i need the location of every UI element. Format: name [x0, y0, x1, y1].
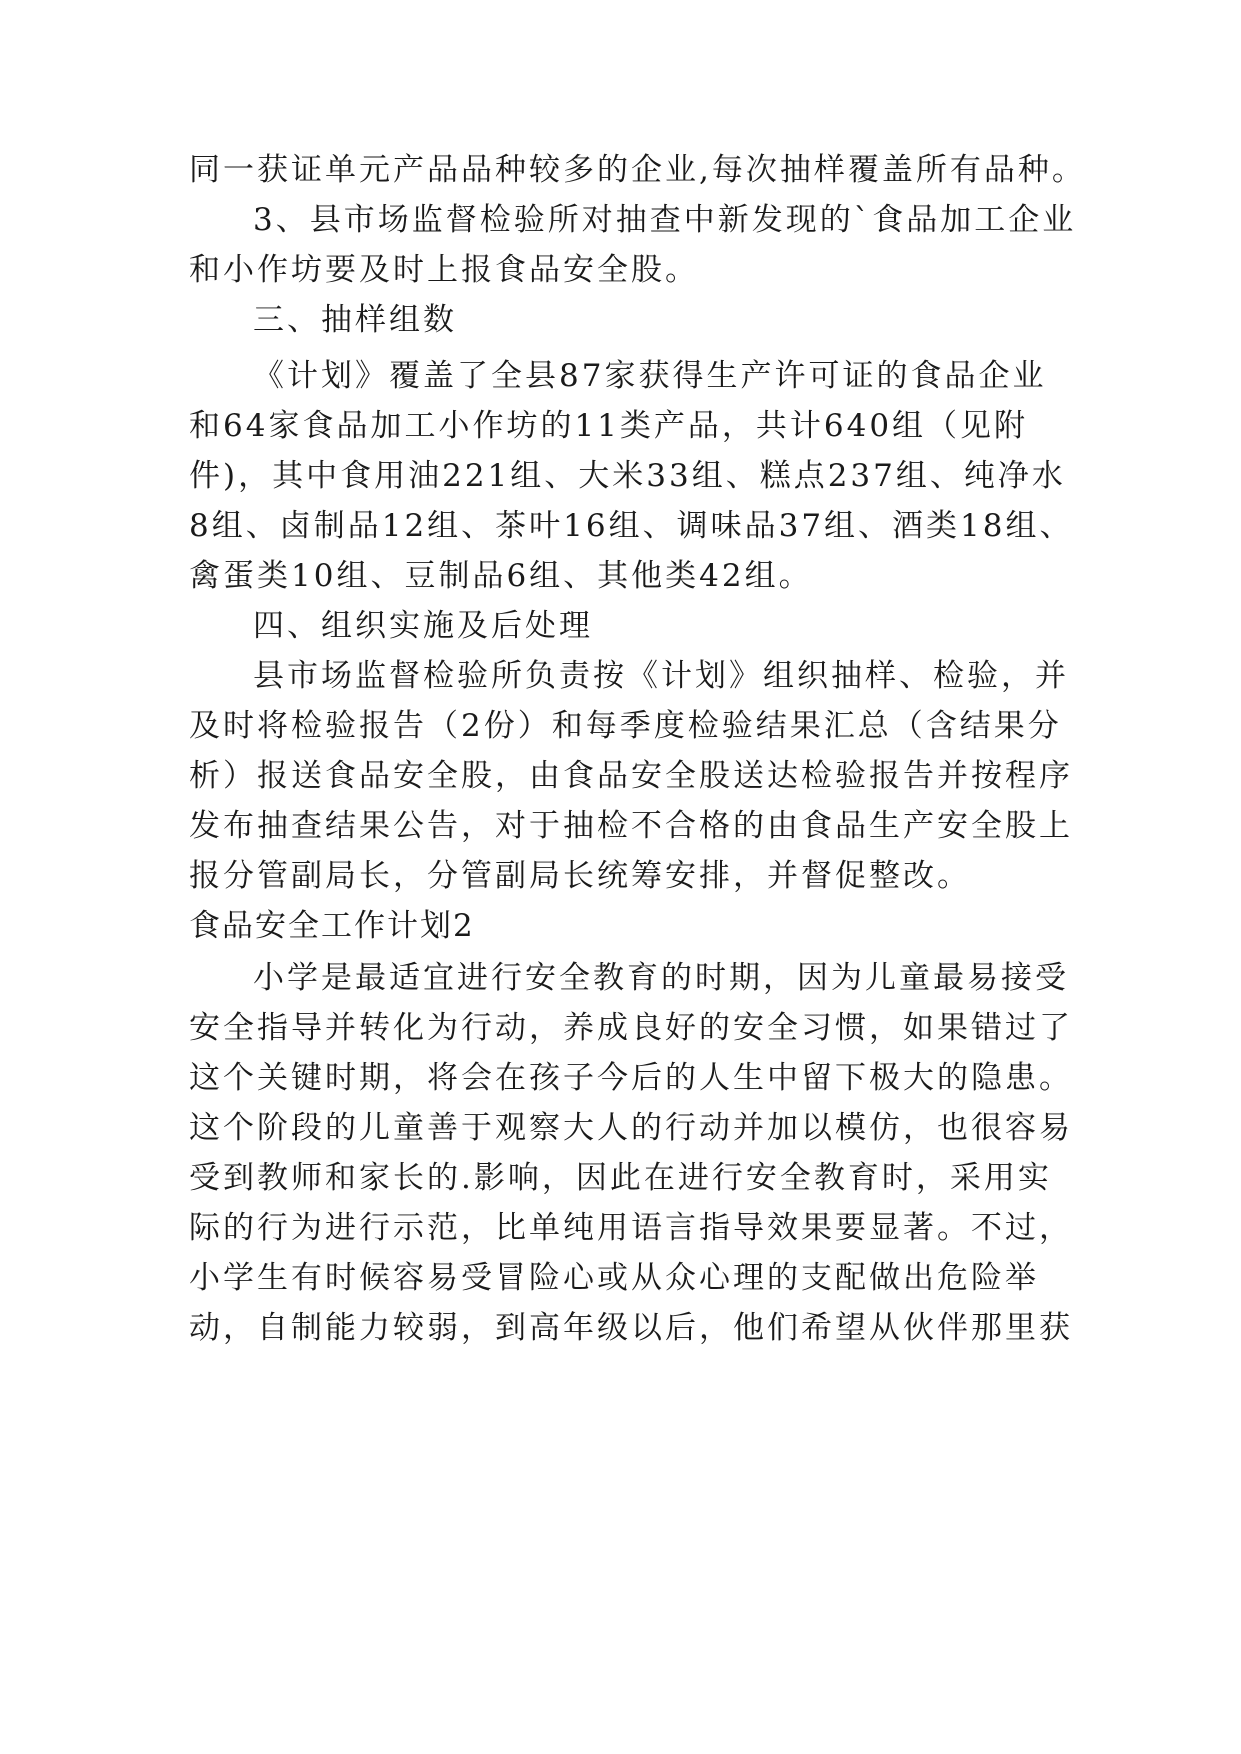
text-line: 《计划》覆盖了全县87家获得生产许可证的食品企业: [253, 358, 1047, 394]
text-line: 同一获证单元产品品种较多的企业,每次抽样覆盖所有品种。: [189, 152, 1086, 188]
text-line: 安全指导并转化为行动，养成良好的安全习惯，如果错过了: [189, 1010, 1073, 1046]
text-line: 禽蛋类10组、豆制品6组、其他类42组。: [189, 558, 813, 594]
text-line: 这个关键时期，将会在孩子今后的人生中留下极大的隐患。: [189, 1060, 1073, 1096]
text-line: 动，自制能力较弱，到高年级以后，他们希望从伙伴那里获: [189, 1310, 1073, 1346]
text-line: 报分管副局长，分管副局长统筹安排，并督促整改。: [189, 858, 971, 894]
text-line: 件)，其中食用油221组、大米33组、糕点237组、纯净水: [189, 458, 1066, 494]
section-heading: 三、抽样组数: [253, 302, 457, 338]
text-line: 县市场监督检验所负责按《计划》组织抽样、检验，并: [253, 658, 1069, 694]
text-line: 这个阶段的儿童善于观察大人的行动并加以模仿，也很容易: [189, 1110, 1073, 1146]
text-line: 8组、卤制品12组、茶叶16组、调味品37组、酒类18组、: [189, 508, 1074, 544]
text-line: 际的行为进行示范，比单纯用语言指导效果要显著。不过，: [189, 1210, 1073, 1246]
text-line: 3、县市场监督检验所对抽查中新发现的`食品加工企业: [253, 202, 1077, 238]
text-line: 受到教师和家长的.影响，因此在进行安全教育时，采用实: [189, 1160, 1052, 1196]
text-line: 和64家食品加工小作坊的11类产品，共计640组（见附: [189, 408, 1029, 444]
section-heading: 四、组织实施及后处理: [253, 608, 593, 644]
text-line: 小学是最适宜进行安全教育的时期，因为儿童最易接受: [253, 960, 1069, 996]
text-line: 小学生有时候容易受冒险心或从众心理的支配做出危险举: [189, 1260, 1039, 1296]
document-title: 食品安全工作计划2: [189, 908, 475, 944]
text-line: 和小作坊要及时上报食品安全股。: [189, 252, 699, 288]
text-line: 发布抽查结果公告，对于抽检不合格的由食品生产安全股上: [189, 808, 1073, 844]
text-line: 析）报送食品安全股，由食品安全股送达检验报告并按程序: [189, 758, 1073, 794]
text-line: 及时将检验报告（2份）和每季度检验结果汇总（含结果分: [189, 708, 1062, 744]
